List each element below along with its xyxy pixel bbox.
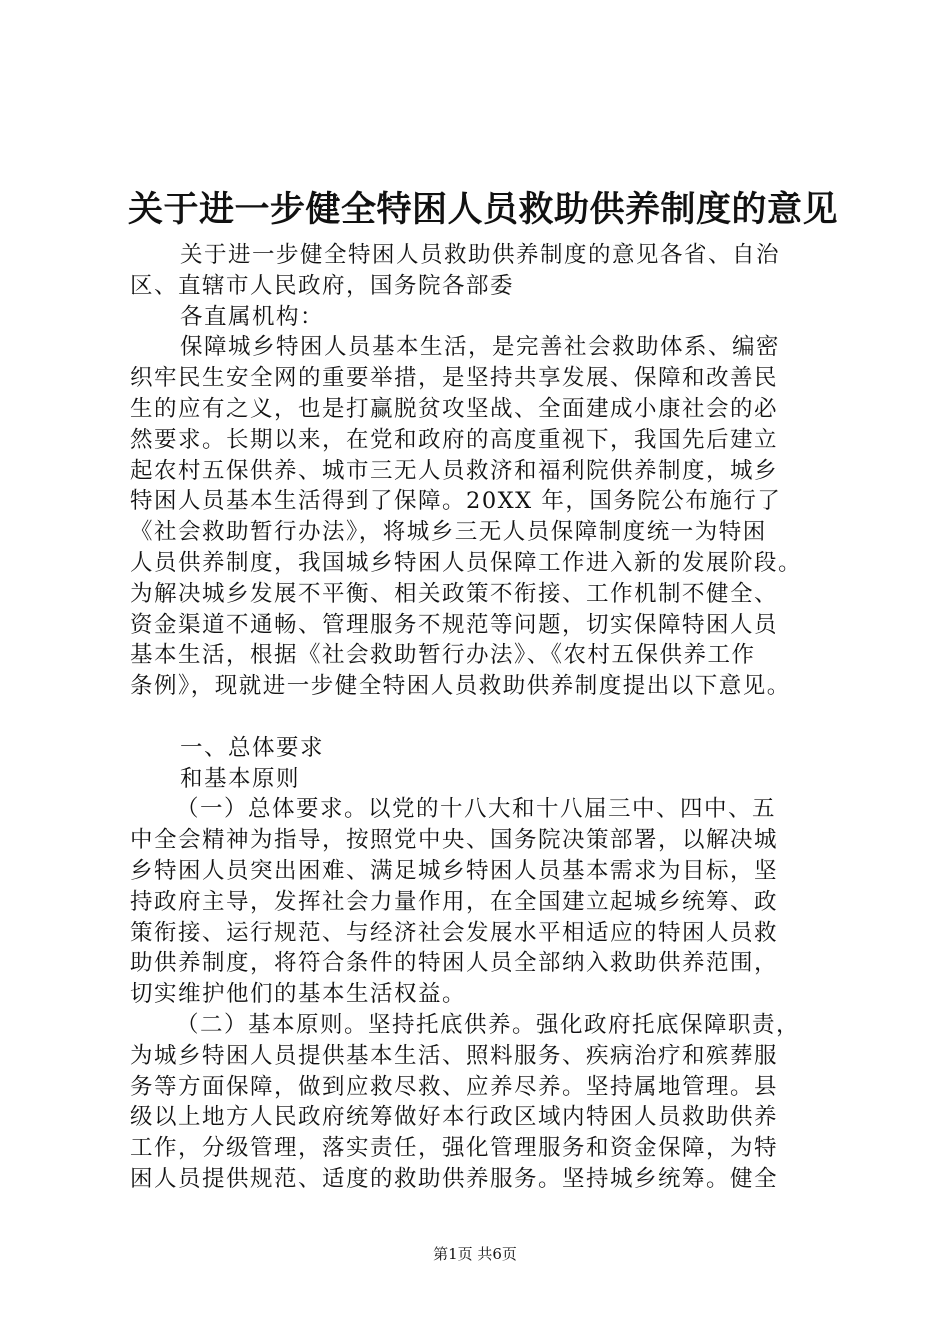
text-line: 为解决城乡发展不平衡、相关政策不衔接、工作机制不健全、	[130, 580, 779, 607]
text-line: 《社会救助暂行办法》，将城乡三无人员保障制度统一为特困	[130, 519, 767, 546]
text-line: 织牢民生安全网的重要举措，是坚持共享发展、保障和改善民	[130, 365, 779, 392]
text-line: 区、直辖市人民政府，国务院各部委	[130, 272, 515, 299]
text-line: 助供养制度，将符合条件的特困人员全部纳入救助供养范围，	[130, 950, 779, 977]
text-line: 然要求。长期以来，在党和政府的高度重视下，我国先后建立	[130, 426, 779, 453]
text-line: 关于进一步健全特困人员救助供养制度的意见各省、自治	[180, 242, 781, 268]
text-line: 级以上地方人民政府统筹做好本行政区域内特困人员救助供养	[130, 1104, 779, 1131]
text-line: 工作，分级管理，落实责任，强化管理服务和资金保障，为特	[130, 1135, 779, 1162]
text-line: 起农村五保供养、城市三无人员救济和福利院供养制度，城乡	[130, 457, 779, 484]
section-heading-cont: 和基本原则	[180, 765, 301, 792]
text-line: 人员供养制度，我国城乡特困人员保障工作进入新的发展阶段。	[130, 549, 803, 576]
document-body	[130, 240, 830, 1195]
text-line: 中全会精神为指导，按照党中央、国务院决策部署，以解决城	[130, 827, 779, 854]
text-line: （一）总体要求。以党的十八大和十八届三中、四中、五	[176, 796, 777, 823]
text-line: 基本生活，根据《社会救助暂行办法》、《农村五保供养工作	[130, 642, 756, 669]
document-title: 关于进一步健全特困人员救助供养制度的意见	[128, 189, 839, 230]
text-line: 为城乡特困人员提供基本生活、照料服务、疾病治疗和殡葬服	[130, 1042, 779, 1069]
text-line: 条例》，现就进一步健全特困人员救助供养制度提出以下意见。	[130, 673, 791, 700]
text-line: 策衔接、运行规范、与经济社会发展水平相适应的特困人员救	[130, 919, 779, 946]
text-line: （二）基本原则。坚持托底供养。强化政府托底保障职责，	[176, 1011, 801, 1038]
text-line: 保障城乡特困人员基本生活，是完善社会救助体系、编密	[180, 334, 781, 361]
text-line: 乡特困人员突出困难、满足城乡特困人员基本需求为目标，坚	[130, 857, 779, 884]
text-line: 各直属机构：	[180, 303, 325, 330]
text-line: 困人员提供规范、适度的救助供养服务。坚持城乡统筹。健全	[130, 1165, 779, 1192]
page-number-footer: 第1页 共6页	[433, 1245, 517, 1263]
text-line: 资金渠道不通畅、管理服务不规范等问题，切实保障特困人员	[130, 611, 779, 638]
text-line: 生的应有之义，也是打赢脱贫攻坚战、全面建成小康社会的必	[130, 395, 779, 422]
text-line: 持政府主导，发挥社会力量作用，在全国建立起城乡统筹、政	[130, 888, 779, 915]
text-line: 特困人员基本生活得到了保障。20XX 年，国务院公布施行了	[130, 488, 782, 515]
text-line: 切实维护他们的基本生活权益。	[130, 981, 467, 1008]
paragraph-gap	[130, 702, 830, 733]
section-heading: 一、总体要求	[180, 734, 325, 761]
text-line: 务等方面保障，做到应救尽救、应养尽养。坚持属地管理。县	[130, 1073, 779, 1100]
